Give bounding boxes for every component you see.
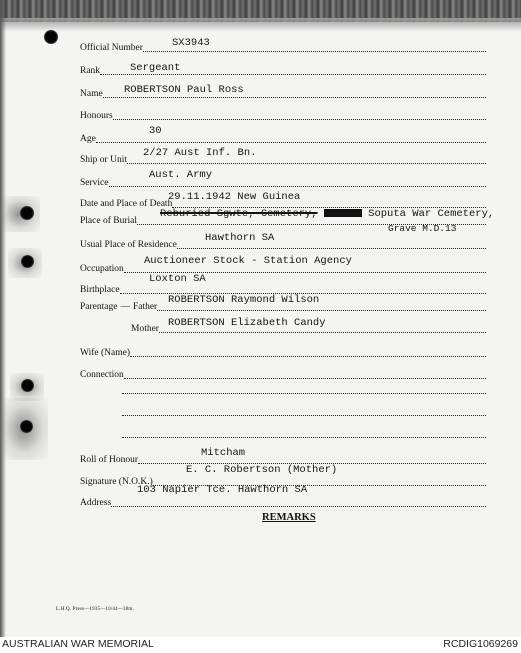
wife-label: Wife (Name) <box>80 347 130 358</box>
address-value: 103 Napier Tce. Hawthorn SA <box>137 484 308 496</box>
redaction-mark <box>324 209 362 217</box>
signature-value: E. C. Robertson (Mother) <box>186 464 338 476</box>
signature-label: Signature (N.O.K.) <box>80 476 153 487</box>
wife-row <box>80 345 486 359</box>
roll-of-honour-value: Mitcham <box>201 447 246 459</box>
connection-line-2 <box>122 392 486 394</box>
footer-record-id: RCDIG1069269 <box>443 638 518 650</box>
official-number-row <box>80 37 486 54</box>
connection-line-3 <box>122 414 486 416</box>
unit-label: Ship or Unit <box>80 154 127 165</box>
connection-line-4 <box>122 436 486 438</box>
unit-row <box>80 152 486 166</box>
burial-value <box>160 209 494 220</box>
connection-row <box>80 367 486 381</box>
rank-value: Sergeant <box>130 62 181 74</box>
printer-imprint: L.H.Q. Press—1935—10/44—30m. <box>56 607 134 612</box>
occupation-value: Auctioneer Stock - Station Agency <box>144 255 352 267</box>
residence-row <box>80 237 486 251</box>
honours-label: Honours <box>80 110 113 121</box>
scan-top-shadow <box>0 18 521 32</box>
address-label: Address <box>80 497 112 508</box>
scan-left-edge <box>0 0 6 637</box>
honours-row <box>80 108 486 122</box>
punch-hole-middle <box>21 255 34 268</box>
footer-archive-name: AUSTRALIAN WAR MEMORIAL <box>2 638 154 650</box>
death-label: Date and Place of Death <box>80 198 173 209</box>
birthplace-value: Loxton SA <box>149 273 206 285</box>
father-label: Father <box>132 301 158 312</box>
burial-cemetery: Soputa War Cemetery, <box>368 208 495 220</box>
birthplace-label: Birthplace <box>80 284 120 295</box>
parentage-label: Parentage <box>80 301 118 312</box>
official-number-value: SX3943 <box>172 37 210 49</box>
age-label: Age <box>80 133 96 144</box>
death-value: 29.11.1942 New Guinea <box>168 191 301 203</box>
burial-label: Place of Burial <box>80 215 137 226</box>
service-value: Aust. Army <box>149 169 213 181</box>
father-value: ROBERTSON Raymond Wilson <box>168 294 320 306</box>
punch-hole-top <box>44 30 58 44</box>
age-value: 30 <box>149 125 162 137</box>
unit-value: 2/27 Aust Inf. Bn. <box>143 147 257 159</box>
rank-label: Rank <box>80 65 101 76</box>
remarks-heading: REMARKS <box>262 512 316 523</box>
punch-hole-bottom <box>20 420 33 433</box>
punch-hole-upper <box>20 206 34 220</box>
name-label: Name <box>80 88 103 99</box>
roll-of-honour-label: Roll of Honour <box>80 454 139 465</box>
age-row <box>80 131 486 145</box>
residence-label: Usual Place of Residence <box>80 239 177 250</box>
occupation-label: Occupation <box>80 263 124 274</box>
mother-value: ROBERTSON Elizabeth Candy <box>168 317 326 329</box>
official-number-label: Official Number <box>80 42 143 53</box>
residence-value: Hawthorn SA <box>205 232 275 244</box>
burial-grave: Grave M.D.13 <box>388 223 457 234</box>
punch-hole-lower <box>21 379 34 392</box>
burial-struck-text: Reburied Sgwte, Cemetery, <box>160 208 318 220</box>
mother-label: Mother <box>131 323 159 334</box>
parentage-dash: — <box>120 301 130 312</box>
service-row <box>80 175 486 189</box>
service-label: Service <box>80 177 109 188</box>
connection-label: Connection <box>80 369 124 380</box>
address-row <box>80 495 486 509</box>
name-value: ROBERTSON Paul Ross <box>124 84 244 96</box>
